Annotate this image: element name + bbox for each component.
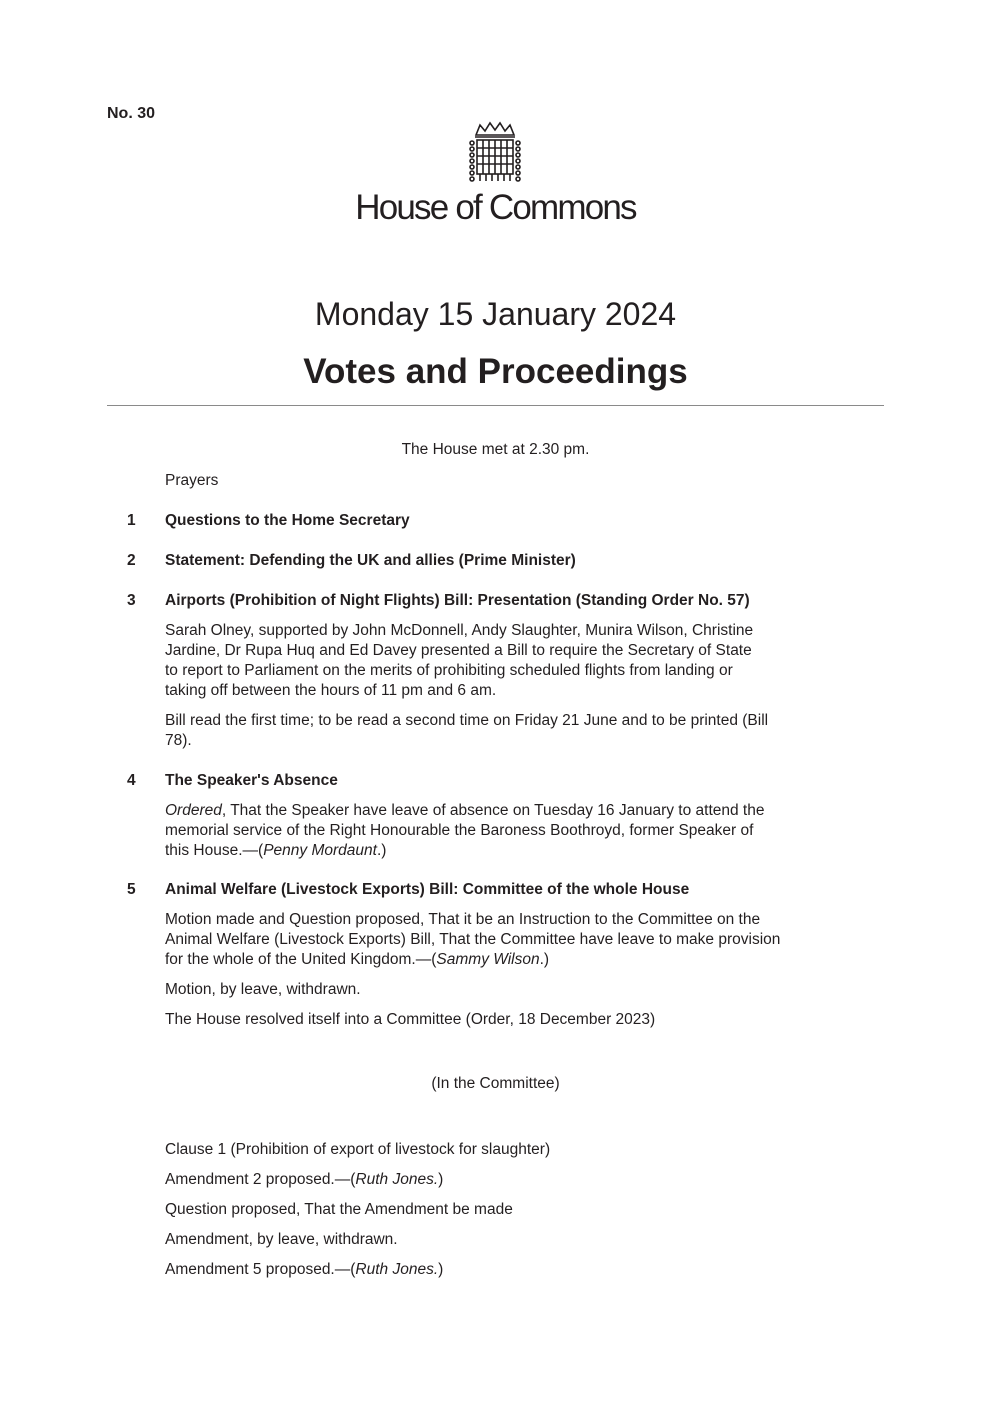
paragraph-line: Motion, by leave, withdrawn.	[165, 981, 361, 998]
item-heading: Questions to the Home Secretary	[165, 512, 410, 529]
paragraph-line: Motion made and Question proposed, That it be an Instruction to the Committee on the	[165, 911, 761, 928]
committee-line: Clause 1 (Prohibition of export of livestock for slaughter)	[165, 1141, 551, 1158]
committee-line: Amendment 2 proposed.—(Ruth Jones.)	[165, 1171, 444, 1188]
paragraph-line: taking off between the hours of 11 pm and 6 am.	[165, 682, 497, 699]
member-name: Penny Mordaunt	[263, 842, 377, 859]
paragraph-line: this House.—(Penny Mordaunt.)	[165, 842, 387, 859]
committee-line: Amendment 5 proposed.—(Ruth Jones.)	[165, 1261, 444, 1278]
house-met-line: The House met at 2.30 pm.	[401, 441, 590, 458]
ordered-word: Ordered	[165, 802, 222, 819]
member-name: Ruth Jones.	[355, 1171, 439, 1188]
issue-number: No. 30	[107, 105, 156, 122]
item-number: 4	[127, 772, 136, 789]
prayers-line: Prayers	[165, 472, 219, 489]
paragraph-line: memorial service of the Right Honourable the Baroness Boothroyd, former Speaker of	[165, 822, 754, 839]
sitting-date: Monday 15 January 2024	[314, 296, 677, 332]
paragraph-line: Sarah Olney, supported by John McDonnell, Andy Slaughter, Munira Wilson, Christine	[165, 622, 754, 639]
paragraph-line: Bill read the first time; to be read a second time on Friday 21 June and to be printed (Bill	[165, 712, 769, 729]
paragraph-line: 78).	[165, 732, 192, 749]
member-name: Sammy Wilson	[436, 951, 540, 968]
paragraph-line: Animal Welfare (Livestock Exports) Bill, That the Committee have leave to make provision	[165, 931, 781, 948]
committee-heading: (In the Committee)	[431, 1075, 560, 1092]
item-number: 1	[127, 512, 136, 529]
committee-line: Amendment, by leave, withdrawn.	[165, 1231, 398, 1248]
item-number: 3	[127, 592, 136, 609]
member-name: Ruth Jones.	[355, 1261, 439, 1278]
header-divider	[107, 405, 884, 406]
paragraph-line: Ordered, That the Speaker have leave of absence on Tuesday 16 January to attend the	[165, 802, 765, 819]
item-heading: Airports (Prohibition of Night Flights) Bill: Presentation (Standing Order No. 57)	[165, 592, 750, 609]
document-title: Votes and Proceedings	[303, 352, 688, 391]
paragraph-line: to report to Parliament on the merits of prohibiting scheduled flights from landing or	[165, 662, 733, 679]
item-number: 2	[127, 552, 136, 569]
item-heading: The Speaker's Absence	[165, 772, 338, 789]
item-heading: Statement: Defending the UK and allies (Prime Minister)	[165, 552, 576, 569]
paragraph-line: The House resolved itself into a Committee (Order, 18 December 2023)	[165, 1011, 656, 1028]
paragraph-line: for the whole of the United Kingdom.—(Sammy Wilson.)	[165, 951, 550, 968]
committee-line: Question proposed, That the Amendment be made	[165, 1201, 513, 1218]
item-heading: Animal Welfare (Livestock Exports) Bill: Committee of the whole House	[165, 881, 690, 898]
portcullis-crest-icon	[466, 121, 524, 185]
house-name: House of Commons	[355, 188, 636, 227]
paragraph-line: Jardine, Dr Rupa Huq and Ed Davey presented a Bill to require the Secretary of State	[165, 642, 752, 659]
item-number: 5	[127, 881, 136, 898]
